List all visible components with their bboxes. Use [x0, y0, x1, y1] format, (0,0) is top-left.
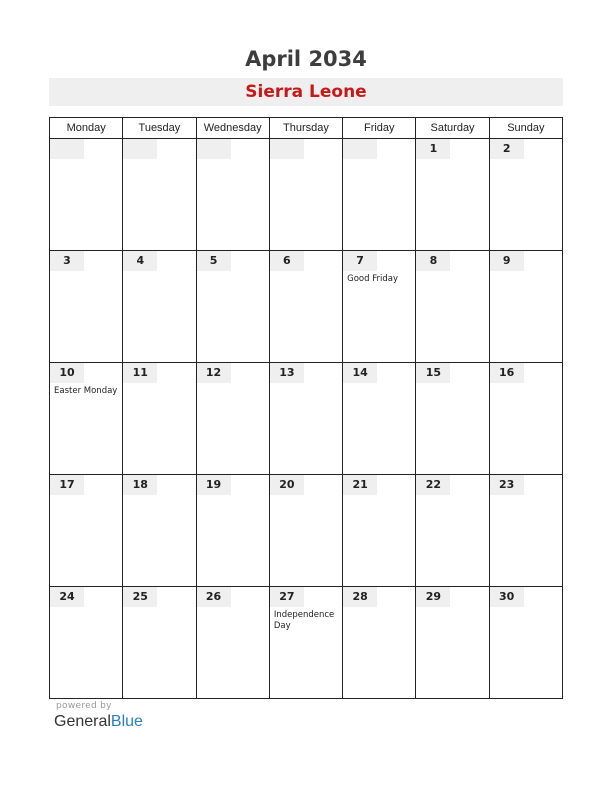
day-number: 18	[123, 475, 157, 495]
day-cell[interactable]	[123, 251, 196, 363]
day-number: 5	[197, 251, 231, 271]
day-number: 21	[343, 475, 377, 495]
day-cell[interactable]	[123, 363, 196, 475]
holiday-label: Easter Monday	[54, 386, 118, 396]
day-number	[343, 139, 377, 159]
day-number: 4	[123, 251, 157, 271]
day-number	[270, 139, 304, 159]
country-name: Sierra Leone	[245, 82, 367, 102]
day-number: 20	[270, 475, 304, 495]
day-cell[interactable]	[123, 475, 196, 587]
weekday-header: Monday	[50, 118, 123, 139]
day-cell[interactable]	[489, 139, 562, 251]
day-cell[interactable]	[269, 475, 342, 587]
day-cell[interactable]	[196, 363, 269, 475]
weekday-header-row	[50, 118, 563, 139]
day-cell[interactable]	[50, 475, 123, 587]
brand-general: General	[54, 713, 111, 730]
weekday-header: Thursday	[269, 118, 342, 139]
week-row	[50, 363, 563, 475]
day-cell[interactable]	[416, 251, 489, 363]
week-row	[50, 251, 563, 363]
day-number: 25	[123, 587, 157, 607]
week-row	[50, 587, 563, 699]
day-number: 13	[270, 363, 304, 383]
week-row	[50, 475, 563, 587]
day-cell[interactable]	[416, 475, 489, 587]
day-number: 29	[416, 587, 450, 607]
day-number: 24	[50, 587, 84, 607]
day-number: 16	[490, 363, 524, 383]
day-number	[50, 139, 84, 159]
calendar-body	[50, 139, 563, 699]
weekday-header: Tuesday	[123, 118, 196, 139]
day-number: 7	[343, 251, 377, 271]
day-number: 1	[416, 139, 450, 159]
day-cell[interactable]	[50, 363, 123, 475]
day-number: 3	[50, 251, 84, 271]
day-cell[interactable]	[416, 587, 489, 699]
day-cell[interactable]	[343, 363, 416, 475]
day-number: 22	[416, 475, 450, 495]
day-cell[interactable]	[489, 363, 562, 475]
day-number: 26	[197, 587, 231, 607]
day-cell[interactable]	[196, 139, 269, 251]
day-cell[interactable]	[343, 251, 416, 363]
day-cell[interactable]	[50, 139, 123, 251]
day-number: 6	[270, 251, 304, 271]
day-number: 11	[123, 363, 157, 383]
day-number: 10	[50, 363, 84, 383]
calendar-grid	[49, 117, 563, 699]
week-row	[50, 139, 563, 251]
day-number: 28	[343, 587, 377, 607]
day-number: 8	[416, 251, 450, 271]
weekday-header: Saturday	[416, 118, 489, 139]
generalblue-logo[interactable]	[54, 713, 143, 731]
powered-by-label: powered by	[56, 701, 112, 711]
day-cell[interactable]	[196, 587, 269, 699]
day-cell[interactable]	[269, 363, 342, 475]
day-cell[interactable]	[269, 139, 342, 251]
weekday-header: Sunday	[489, 118, 562, 139]
day-number: 14	[343, 363, 377, 383]
page-title: April 2034	[245, 47, 367, 71]
day-cell[interactable]	[489, 251, 562, 363]
day-number: 27	[270, 587, 304, 607]
weekday-header: Friday	[343, 118, 416, 139]
day-number	[123, 139, 157, 159]
day-cell[interactable]	[50, 251, 123, 363]
holiday-label: Independence Day	[273, 610, 335, 631]
day-cell[interactable]	[50, 587, 123, 699]
day-cell[interactable]	[489, 587, 562, 699]
day-cell[interactable]	[343, 475, 416, 587]
day-number: 17	[50, 475, 84, 495]
day-cell[interactable]	[489, 475, 562, 587]
day-number: 23	[490, 475, 524, 495]
day-cell[interactable]	[343, 587, 416, 699]
day-cell[interactable]	[196, 475, 269, 587]
day-number: 2	[490, 139, 524, 159]
day-cell[interactable]	[416, 363, 489, 475]
day-cell[interactable]	[123, 587, 196, 699]
holiday-label: Good Friday	[347, 274, 398, 284]
day-number	[197, 139, 231, 159]
day-number: 9	[490, 251, 524, 271]
day-cell[interactable]	[416, 139, 489, 251]
day-number: 19	[197, 475, 231, 495]
day-cell[interactable]	[269, 587, 342, 699]
day-cell[interactable]	[269, 251, 342, 363]
day-number: 12	[197, 363, 231, 383]
country-banner	[49, 78, 563, 106]
day-cell[interactable]	[343, 139, 416, 251]
day-number: 15	[416, 363, 450, 383]
weekday-header: Wednesday	[196, 118, 269, 139]
day-cell[interactable]	[196, 251, 269, 363]
day-number: 30	[490, 587, 524, 607]
day-cell[interactable]	[123, 139, 196, 251]
brand-blue: Blue	[110, 713, 143, 730]
